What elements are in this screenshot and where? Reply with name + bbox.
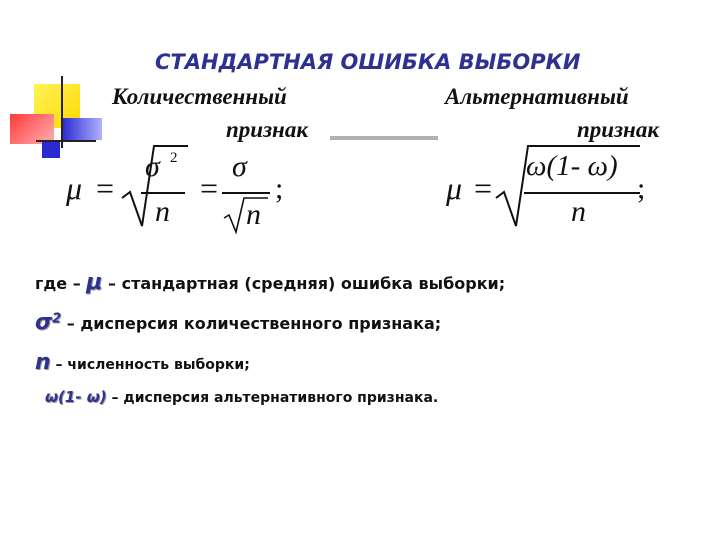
equals-sign-2: = <box>200 170 219 206</box>
horizontal-line <box>36 140 96 142</box>
quantitative-header-line2: признак <box>226 117 308 142</box>
fraction-bar-1 <box>141 192 185 194</box>
sigma-symbol: σ <box>145 150 160 183</box>
sigma-legend-sup: 2 <box>52 311 62 327</box>
fraction-bar-alt <box>524 192 640 194</box>
omega-numerator: ω(1- ω) <box>526 150 618 182</box>
blue-square <box>62 118 102 140</box>
equals-sign-alt: = <box>474 170 493 206</box>
header-divider <box>330 136 438 140</box>
sigma-legend-symbol: σ <box>35 310 53 335</box>
n-denominator-alt: n <box>571 195 586 228</box>
alternative-header-line2: признак <box>577 117 659 142</box>
definition-omega <box>45 388 438 406</box>
equals-sign: = <box>96 170 115 206</box>
definition-omega-text: – дисперсия альтернативного признака. <box>106 390 439 406</box>
mu-symbol-alt: μ <box>446 170 463 206</box>
definition-n <box>35 350 250 375</box>
semicolon-alt: ; <box>637 172 646 205</box>
sigma-symbol-2: σ <box>232 150 247 183</box>
n-legend-symbol: n <box>35 350 51 375</box>
alternative-header-line1: Альтернативный <box>445 84 629 109</box>
exponent-2: 2 <box>170 150 178 166</box>
definition-sigma <box>35 310 441 335</box>
semicolon: ; <box>275 172 284 205</box>
mu-legend-symbol: μ <box>86 270 103 295</box>
n-under-root: n <box>246 198 261 231</box>
definition-mu <box>35 270 505 295</box>
definition-sigma-text: – дисперсия количественного признака; <box>61 314 442 333</box>
definition-mu-text: – стандартная (средняя) ошибка выборки; <box>102 274 506 293</box>
slide-title: СТАНДАРТНАЯ ОШИБКА ВЫБОРКИ <box>155 50 581 74</box>
small-blue-square <box>42 140 60 158</box>
definition-prefix: где – <box>35 274 87 293</box>
omega-legend-symbol: ω(1- ω) <box>45 388 107 406</box>
n-denominator: n <box>155 195 170 228</box>
mu-symbol: μ <box>66 170 83 206</box>
definition-n-text: – численность выборки; <box>50 357 250 373</box>
decorative-logo <box>8 74 108 164</box>
vertical-line <box>61 76 63 148</box>
quantitative-header-line1: Количественный <box>112 84 287 109</box>
